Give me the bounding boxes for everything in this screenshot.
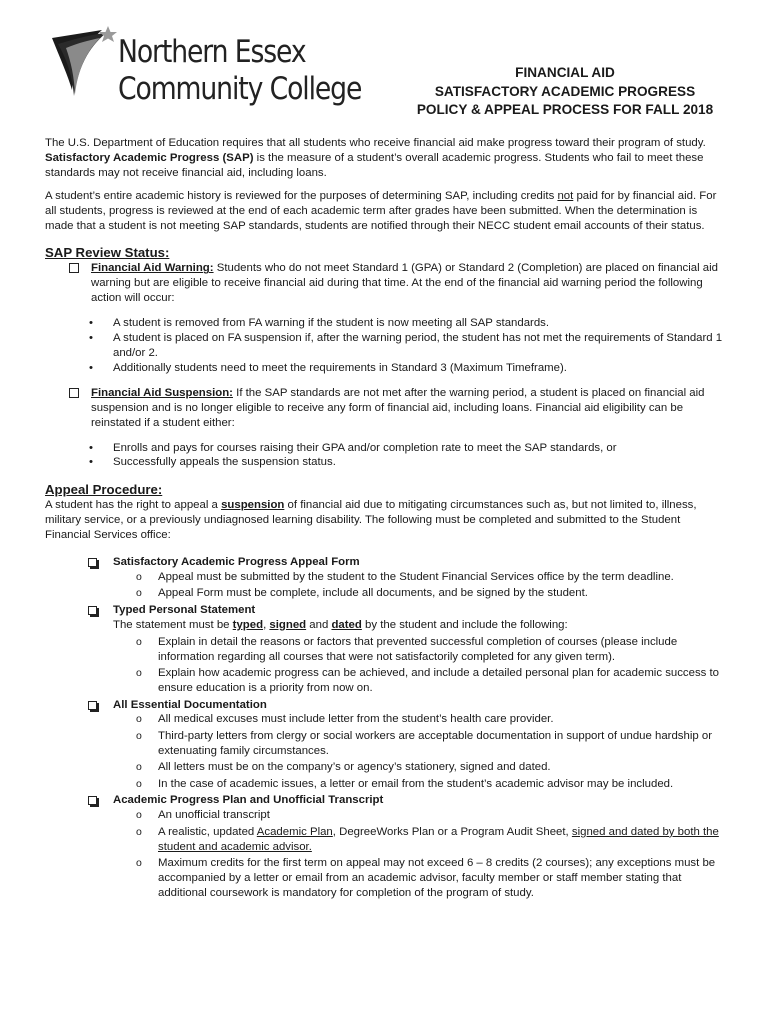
checkbox-icon <box>88 796 97 805</box>
statement-dated: dated <box>331 618 362 631</box>
statement-intro-a: The statement must be <box>113 618 233 631</box>
appeal-intro-a: A student has the right to appeal a <box>45 499 222 512</box>
title-line-1: FINANCIAL AID <box>515 65 615 80</box>
checkbox-icon <box>69 388 79 398</box>
list-item: • A student is removed from FA warning if the student is now meeting all SAP standards. <box>45 316 727 331</box>
appeal-intro-bold: suspension <box>221 499 285 512</box>
warning-list <box>45 316 727 376</box>
list-item: o Maximum credits for the first term on appeal may not exceed 6 – 8 credits (2 courses); any exceptions must be accompanied by a letter or email from an academic advisor, faculty member or staff member stating that additional coursework is mandatory for completion of the program of study. <box>45 856 727 901</box>
warning-status <box>45 261 727 306</box>
documentation-item <box>45 698 727 713</box>
list-item: o Explain how academic progress can be achieved, and include a detailed personal plan for academic success to ensure education is a priority from now on. <box>45 666 727 696</box>
statement-comma: , <box>263 618 270 631</box>
list-item: o Appeal must be submitted by the student to the Student Financial Services office by the term deadline. <box>45 570 727 585</box>
statement-signed: signed <box>269 618 307 631</box>
logo-wordmark <box>118 34 361 108</box>
document-body <box>45 136 727 903</box>
statement-and: and <box>306 618 332 631</box>
appeal-intro-c: of financial aid due to mitigating circumstances such as, but not limited to, illness, military service, or a previously undiagnosed learning disability. The following must be completed and submitted to the Student Financial Services office: <box>45 499 697 542</box>
sap-review-heading: SAP Review Status: <box>45 245 170 261</box>
plan-item2-a: A realistic, updated <box>158 825 257 838</box>
appeal-intro <box>45 498 727 543</box>
list-item: • A student is placed on FA suspension if, after the warning period, the student has not met the requirements of Standard 1 and/or 2. <box>45 331 727 361</box>
suspension-list <box>45 441 727 471</box>
intro-p2-text-a: A student’s entire academic history is reviewed for the purposes of determining SAP, including credits <box>45 189 558 202</box>
warning-label: Financial Aid Warning: <box>91 262 214 275</box>
list-item: • Enrolls and pays for courses raising their GPA and/or completion rate to meet the SAP standards, or <box>45 441 727 456</box>
list-item: • Successfully appeals the suspension status. <box>45 455 727 470</box>
logo-line-2: Community College <box>118 71 362 107</box>
progress-plan-item <box>45 793 727 808</box>
statement-intro-b: by the student and include the following: <box>361 618 568 631</box>
intro-p1-text-a: The U.S. Department of Education requires that all students who receive financial aid make progress toward their program of study. <box>45 137 706 149</box>
personal-statement-item <box>45 603 727 618</box>
logo-line-1: Northern Essex <box>118 34 306 70</box>
intro-p2-underline: not <box>557 189 574 202</box>
document-title <box>360 64 770 120</box>
suspension-text: If the SAP standards are not met after the warning period, a student is placed on financial aid suspension and is no longer eligible to receive any form of financial aid, including loans. Financial aid eligibility can be reinstated if a student either: <box>91 386 705 429</box>
documentation-title: All Essential Documentation <box>113 698 267 711</box>
intro-p2-text-c: paid for by financial aid. For all students, progress is reviewed at the end of each academic term after grades have been submitted. When the determination is made that a student is not meeting SAP standards, students are notified through their NECC student email accounts of their status. <box>45 189 717 232</box>
plan-item2-signed: signed and dated by both the student and academic advisor. <box>158 825 719 853</box>
list-item: o All letters must be on the company’s or agency’s stationery, signed and dated. <box>45 760 727 775</box>
list-item <box>45 825 727 855</box>
suspension-status <box>45 386 727 431</box>
appeal-form-item <box>45 555 727 570</box>
documentation-list <box>45 712 727 791</box>
list-item: o Explain in detail the reasons or factors that prevented successful completion of courses (please include information regarding all courses that were not satisfactorily completed for any given term). <box>45 635 727 665</box>
checkbox-icon <box>88 606 97 615</box>
list-item: o Third-party letters from clergy or social workers are acceptable documentation in support of undue hardship or extenuating family circumstances. <box>45 729 727 759</box>
appeal-form-title: Satisfactory Academic Progress Appeal Form <box>113 556 360 569</box>
checkbox-icon <box>88 701 97 710</box>
statement-typed: typed <box>232 618 264 631</box>
list-item: • Additionally students need to meet the requirements in Standard 3 (Maximum Timeframe). <box>45 361 727 376</box>
progress-plan-title: Academic Progress Plan and Unofficial Transcript <box>113 794 384 807</box>
personal-statement-title: Typed Personal Statement <box>113 603 256 616</box>
plan-item2-underline: Academic Plan <box>256 825 333 838</box>
appeal-heading: Appeal Procedure: <box>45 482 163 498</box>
intro-p1-text-c: is the measure of a student’s overall academic progress. Students who fail to meet these standards may not receive financial aid, including loans. <box>45 151 704 179</box>
plan-item2-c: , DegreeWorks Plan or a Program Audit Sheet, <box>332 825 572 838</box>
swoosh-star-icon <box>44 24 124 114</box>
personal-statement-list <box>45 635 727 696</box>
checkbox-icon <box>69 263 79 273</box>
personal-statement-intro <box>45 618 727 633</box>
appeal-form-list <box>45 570 727 601</box>
intro-paragraph-1 <box>45 136 727 181</box>
title-line-3: POLICY & APPEAL PROCESS FOR FALL 2018 <box>416 102 714 117</box>
suspension-label: Financial Aid Suspension: <box>91 386 233 399</box>
intro-paragraph-2 <box>45 189 727 234</box>
list-item: o An unofficial transcript <box>45 808 727 823</box>
checkbox-icon <box>88 558 97 567</box>
list-item: o In the case of academic issues, a letter or email from the student’s academic advisor may be included. <box>45 777 727 792</box>
title-line-2: SATISFACTORY ACADEMIC PROGRESS <box>434 83 696 99</box>
intro-p1-bold: Satisfactory Academic Progress (SAP) <box>45 151 254 164</box>
warning-text: Students who do not meet Standard 1 (GPA) or Standard 2 (Completion) are placed on financial aid warning but are eligible to receive financial aid during that time. At the end of the financial aid warning period the following action will occur: <box>91 262 718 305</box>
list-item: o Appeal Form must be complete, include all documents, and be signed by the student. <box>45 586 727 601</box>
progress-plan-list <box>45 808 727 901</box>
list-item: o All medical excuses must include letter from the student’s health care provider. <box>45 712 727 727</box>
